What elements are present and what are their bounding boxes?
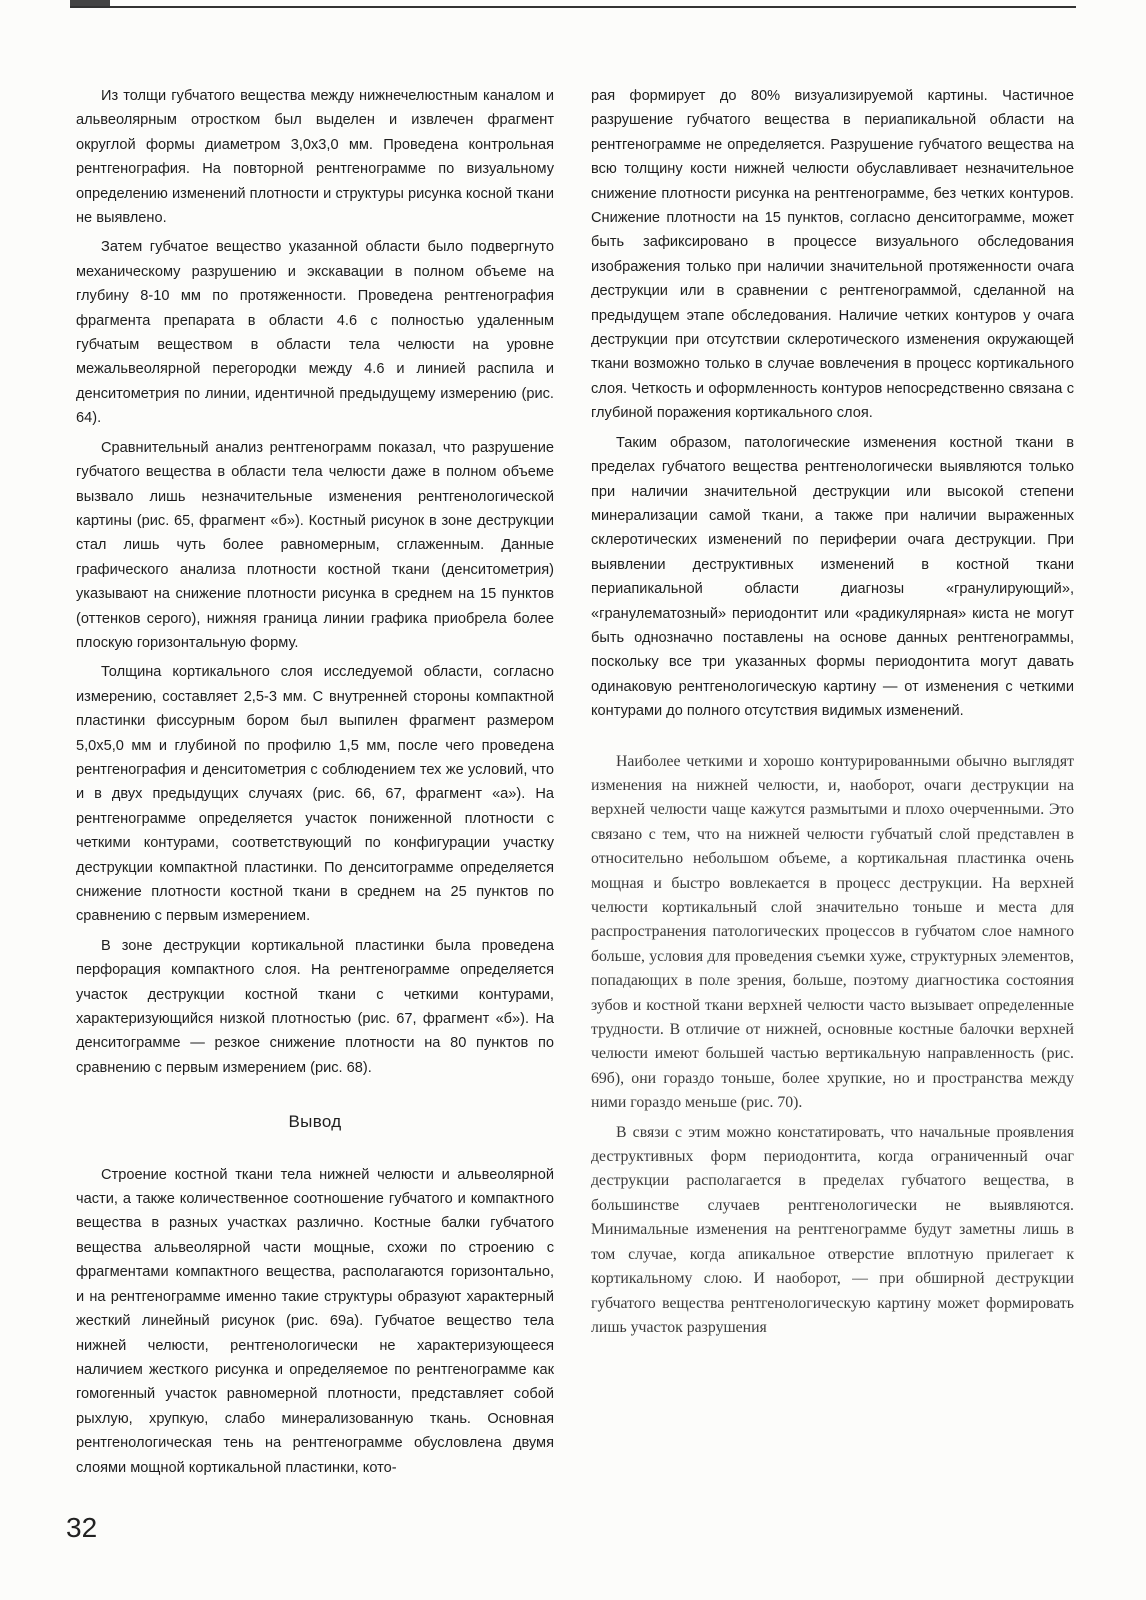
header-rule: [70, 6, 1076, 8]
paragraph: Сравнительный анализ рентгенограмм показал, что разрушение губчатого вещества в области тела челюсти даже в полном объеме вызвало лишь незначительные изменения рентгенологической картины (рис. 65, фрагмент «б»). Костный рисунок в зоне деструкции стал лишь чуть более равномерным, сглаженным. Данные графического анализа плотности костной ткани (денситометрия) указывают на снижение плотности рисунка в среднем на 15 пунктов (оттенков серого), нижняя граница линии графика приобрела более плоскую горизонтальную форму.: [76, 439, 554, 651]
section-heading: Вывод: [288, 1112, 342, 1132]
page-number: 32: [66, 1512, 98, 1543]
serif-paragraph: Наиболее четкими и хорошо контурированными обычно выглядят изменения на нижней челюсти, и, наоборот, очаги деструкции на верхней челюсти чаще кажутся размытыми и плохо очерченными. Это связано с тем, что на нижней челюсти губчатый слой представлен в относительно небольшом объеме, а кортикальная пластинка очень мощная и быстро вовлекается в процесс деструкции. На верхней челюсти кортикальный слой значительно тоньше и места для распространения патологических процессов в губчатом слое намного больше, условия для проведения съемки хуже, структурных элементов, попадающих в поле зрения, больше, поэтому диагностика состояния зубов и костной ткани верхней челюсти часто вызывает определенные трудности. В отличие от нижней, основные костные балочки верхней челюсти имеют большей частью вертикальную направленность (рис. 69б), они гораздо тоньше, более хрупкие, но и пространства между ними гораздо меньше (рис. 70).: [591, 752, 1074, 1112]
paragraph: В зоне деструкции кортикальной пластинки была проведена перфорация компактного слоя. На рентгенограмме определяется участок деструкции костной ткани с четкими контурами, характеризующийся низкой плотностью (рис. 67, фрагмент «б»). На денситограмме — резкое снижение плотности на 80 пунктов по сравнению с первым измерением (рис. 68).: [76, 937, 554, 1076]
paragraph: Затем губчатое вещество указанной области было подвергнуто механическому разрушению и экскавации в полном объеме на глубину 8-10 мм по протяженности. Проведена рентгенография фрагмента препарата в области 4.6 с полностью удаленным губчатым веществом в области тела челюсти на уровне межальвеолярной перегородки между 4.6 и линией распила и денситометрия по линии, идентичной предыдущему измерению (рис. 64).: [76, 239, 554, 427]
conclusion-paragraph: Строение костной ткани тела нижней челюсти и альвеолярной части, а также количественное соотношение губчатого и компактного вещества в разных участках различно. Костные балки губчатого вещества альвеолярной части мощные, схожи по строению с фрагментами компактного вещества, располагаются горизонтально, и на рентгенограмме именно такие структуры образуют характерный жесткий линейный рисунок (рис. 69а). Губчатое вещество тела нижней челюсти, рентгенологически не характеризующееся наличием жесткого рисунка и определяемое по рентгенограмме как гомогенный участок равномерной плотности, представляет собой рыхлую, хрупкую, слабо минерализованную ткань. Основная рентгенологическая тень на рентгенограмме обусловлена двумя слоями мощной кортикальной пластинки, кото-: [76, 1166, 554, 1476]
serif-text-block: [591, 750, 1074, 1341]
paragraph: Таким образом, патологические изменения костной ткани в пределах губчатого вещества рентгенологически выявляются только при наличии значительной деструкции или высокой степени минерализации самой ткани, а также при наличии выраженных склеротических изменений по периферии очага деструкции. При выявлении деструктивных изменений в костной ткани периапикальной области диагнозы «гранулирующий», «гранулематозный» периодонтит или «радикулярная» киста не могут быть однозначно поставлены на основе данных рентгенограммы, поскольку все три указанных формы периодонтита могут давать одинаковую рентгенологическую картину — от изменения с четкими контурами до полного отсутствия видимых изменений.: [591, 434, 1074, 720]
left-column: [76, 84, 554, 1485]
paragraph: Из толщи губчатого вещества между нижнечелюстным каналом и альвеолярным отростком был выделен и извлечен фрагмент округлой формы диаметром 3,0х3,0 мм. Проведена контрольная рентгенография. На повторной рентгенограмме по визуальному определению изменений плотности и структуры рисунка косной ткани не выявлено.: [76, 88, 554, 227]
paragraph: рая формирует до 80% визуализируемой картины. Частичное разрушение губчатого вещества в периапикальной области на рентгенограмме не определяется. Разрушение губчатого вещества на всю толщину кости нижней челюсти обуславливает незначительное снижение плотности рисунка на рентгенограмме, без четких контуров. Снижение плотности на 15 пунктов, согласно денситограмме, может быть зафиксировано в процессе визуального обследования изображения только при наличии значительной протяженности очага деструкции или в сравнении с рентгенограммой, сделанной на предыдущем этапе обследования. Наличие четких контуров у очага деструкции при отсутствии склеротического изменения окружающей ткани возможно только в случае вовлечения в процесс кортикального слоя. Четкость и оформленность контуров непосредственно связана с глубиной поражения кортикального слоя.: [591, 88, 1074, 422]
serif-paragraph: В связи с этим можно констатировать, что начальные проявления деструктивных форм периодонтита, когда ограниченный очаг деструкции располагается в пределах губчатого вещества, в большинстве случаев рентгенологически не выявляются. Минимальные изменения на рентгенограмме будут заметны лишь в том случае, когда апикальное отверстие вплотную прилегает к кортикальному слою. И наоборот, — при обширной деструкции губчатого вещества рентгенологическую картину может формировать лишь участок разрушения: [591, 1123, 1074, 1336]
paragraph: Толщина кортикального слоя исследуемой области, согласно измерению, составляет 2,5-3 мм. С внутренней стороны компактной пластинки фиссурным бором был выпилен фрагмент размером 5,0х5,0 мм и глубиной по профилю 1,5 мм, после чего проведена рентгенография и денситометрия с соблюдением тех же условий, что и в двух предыдущих случаях (рис. 66, 67, фрагмент «а»). На рентгенограмме определяется участок пониженной плотности с четкими контурами, соответствующий по конфигурации участку деструкции компактной пластинки. По денситограмме определяется снижение плотности костной ткани в среднем на 25 пунктов по сравнению с первым измерением.: [76, 664, 554, 925]
right-column: [591, 84, 1074, 1345]
